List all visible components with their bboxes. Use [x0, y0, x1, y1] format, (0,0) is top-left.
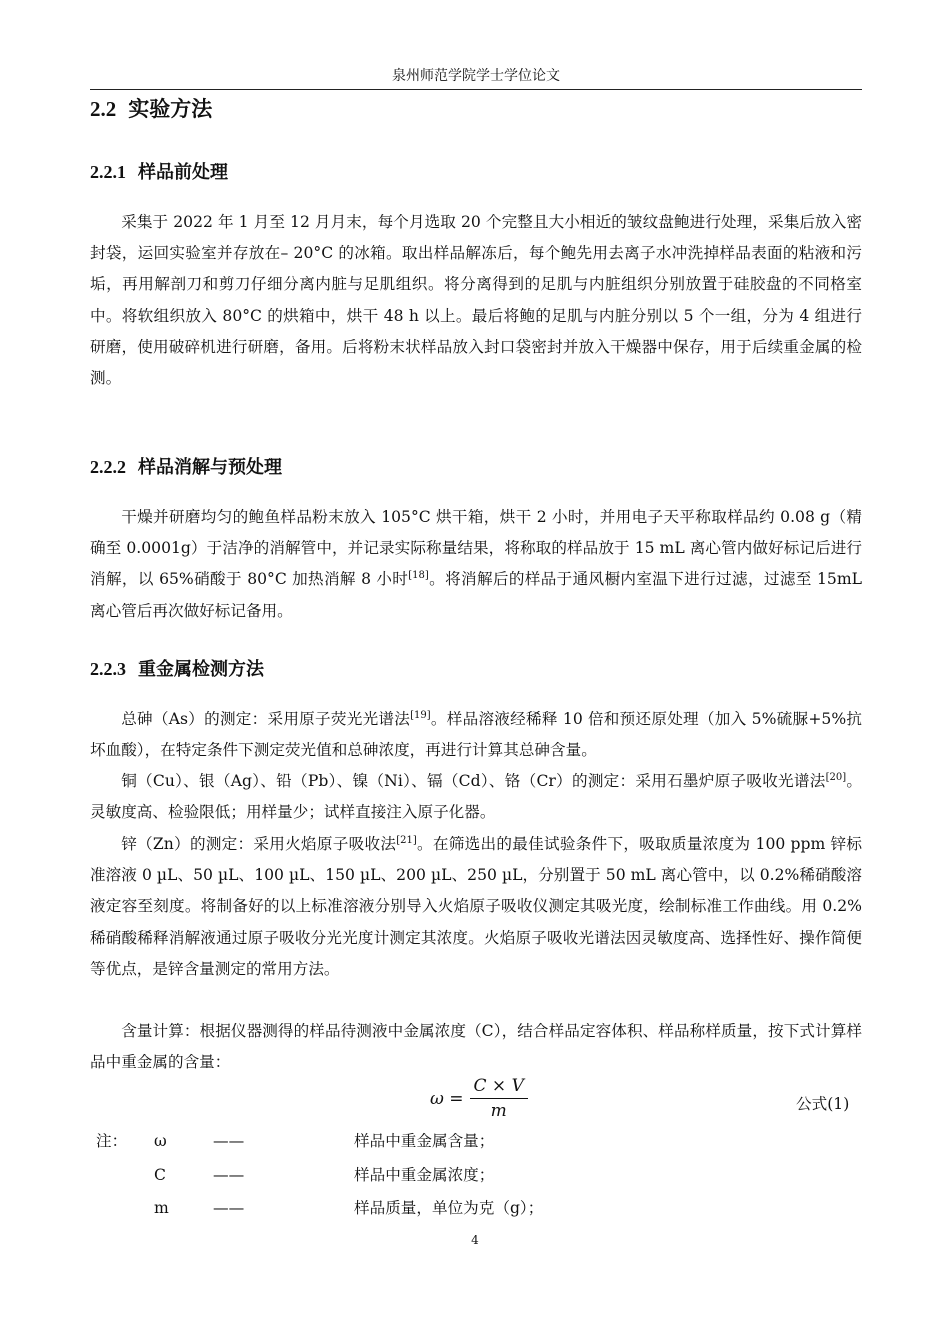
- formula-numerator: C × V: [470, 1076, 528, 1099]
- paragraph-sample-digestion: [90, 502, 862, 627]
- subsection-heading-2: [90, 454, 282, 481]
- paragraph-text: 。样品溶液经稀释 10 倍和预还原处理（加入 5%硫脲+5%抗坏血酸），在特定条件下测定荧光值和总砷浓度，再进行计算其总砷含量。: [90, 710, 862, 760]
- note-symbol: ω: [154, 1132, 167, 1150]
- note-dash: ——: [213, 1199, 245, 1217]
- subsection-title: 重金属检测方法: [138, 659, 264, 680]
- subsection-number: 2.2.3: [90, 659, 126, 679]
- paragraph-text: 干燥并研磨均匀的鲍鱼样品粉末放入 105°C 烘干箱，烘干 2 小时，并用电子天平称取样品约 0.08 g（精确至 0.0001g）于洁净的消解管中，并记录实际称量结果，将称取的样品放于 15 mL 离心管内做好标记后进行消解，以 65%硝酸于 80°C 加热消解 8 小时: [90, 508, 862, 589]
- paragraph-arsenic-method: [90, 704, 862, 766]
- citation: [20]: [825, 772, 847, 783]
- note-description: 样品中重金属浓度；: [354, 1166, 495, 1184]
- section-title: 实验方法: [128, 97, 213, 121]
- note-dash: ——: [213, 1132, 245, 1150]
- citation: [19]: [410, 710, 431, 721]
- note-prefix: 注：: [96, 1132, 128, 1150]
- paragraph-text: 。将消解后的样品于通风橱内室温下进行过滤，过滤至 15mL 离心管后再次做好标记备用。: [90, 570, 862, 620]
- page-number: 4: [471, 1233, 479, 1247]
- formula-lhs: ω =: [430, 1088, 464, 1109]
- note-symbol: m: [154, 1199, 169, 1217]
- note-description: 样品中重金属含量；: [354, 1132, 495, 1150]
- paragraph-graphite-furnace-method: [90, 766, 862, 828]
- subsection-number: 2.2.1: [90, 162, 126, 182]
- subsection-title: 样品消解与预处理: [138, 457, 282, 478]
- running-header: 泉州师范学院学士学位论文: [392, 68, 560, 84]
- section-number: 2.2: [90, 97, 117, 121]
- paragraph-text: 锌（Zn）的测定：采用火焰原子吸收法: [121, 835, 397, 853]
- citation: [18]: [408, 570, 429, 582]
- paragraph-text: 铜（Cu）、银（Ag）、铅（Pb）、镍（Ni）、镉（Cd）、铬（Cr）的测定：采用石墨炉原子吸收光谱法: [121, 772, 826, 790]
- subsection-title: 样品前处理: [138, 162, 228, 183]
- formula-fraction: [470, 1076, 528, 1121]
- paragraph-text: 总砷（As）的测定：采用原子荧光光谱法: [121, 710, 411, 728]
- note-description: 样品质量，单位为克（g）；: [354, 1199, 544, 1217]
- note-dash: ——: [213, 1166, 245, 1184]
- paragraph-sample-pretreatment: 采集于 2022 年 1 月至 12 月月末，每个月选取 20 个完整且大小相近的皱纹盘鲍进行处理，采集后放入密封袋，运回实验室并存放在– 20°C 的冰箱。取出样品解冻后，每个鲍先用去离子水冲洗掉样品表面的粘液和污垢，再用解剖刀和剪刀仔细分离内脏与足肌组织。将分离得到的足肌与内脏组织分别放置于硅胶盘的不同格室中。将软组织放入 80°C 的烘箱中，烘干 48 h 以上。最后将鲍的足肌与内脏分别以 5 个一组，分为 4 组进行研磨，使用破碎机进行研磨，备用。后将粉末状样品放入封口袋密封并放入干燥器中保存，用于后续重金属的检测。: [90, 213, 862, 388]
- header-rule: [90, 89, 862, 90]
- note-symbol: C: [154, 1166, 166, 1184]
- subsection-number: 2.2.2: [90, 457, 126, 477]
- subsection-heading-1: [90, 159, 228, 186]
- formula: [430, 1076, 528, 1121]
- subsection-heading-3: [90, 656, 264, 683]
- paragraph-text: 。灵敏度高、检验限低；用样量少；试样直接注入原子化器。: [90, 772, 862, 822]
- formula-label: 公式(1): [796, 1095, 850, 1113]
- citation: [21]: [396, 835, 417, 846]
- paragraph-zinc-method: [90, 829, 862, 985]
- paragraph-text: 。在筛选出的最佳试验条件下，吸取质量浓度为 100 ppm 锌标准溶液 0 µL、50 µL、100 µL、150 µL、200 µL、250 µL，分别置于 50 mL 离心管中，以 0.2%稀硝酸溶液定容至刻度。将制备好的以上标准溶液分别导入火焰原子吸收仪测定其吸光度，绘制标准工作曲线。用 0.2%稀硝酸稀释消解液通过原子吸收分光光度计测定其浓度。火焰原子吸收光谱法因灵敏度高、选择性好、操作简便等优点，是锌含量测定的常用方法。: [90, 835, 862, 978]
- paragraph-content-calculation: 含量计算：根据仪器测得的样品待测液中金属浓度（C），结合样品定容体积、样品称样质量，按下式计算样品中重金属的含量：: [90, 1022, 862, 1072]
- formula-denominator: m: [490, 1101, 507, 1121]
- section-heading: [90, 94, 212, 124]
